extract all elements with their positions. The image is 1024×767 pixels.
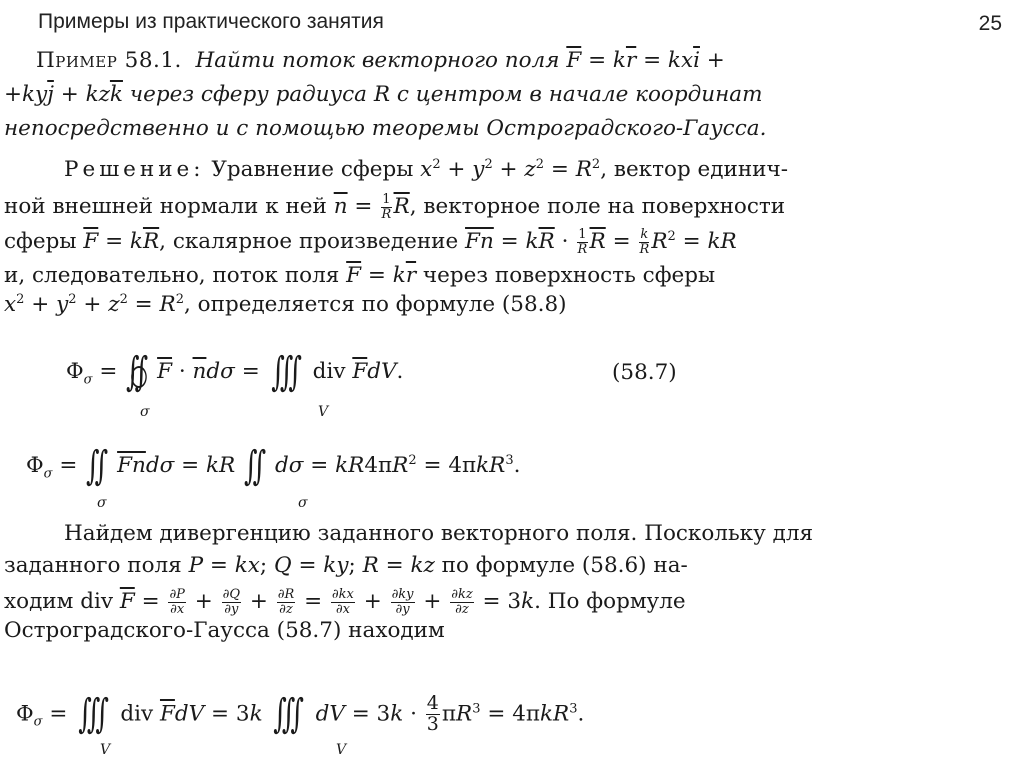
divergence-line-4: Остроградского-Гаусса (58.7) находим [4, 618, 445, 643]
problem-line-3: непосредственно и с помощью теоремы Остроградского-Гаусса. [4, 116, 767, 141]
divergence-line-3: ходим div $\overline{F}$ = $\frac{\partial P}{\partial x}$ + $\frac{\partial Q}{\partial y}$ + $\frac{\partial R}{\partial z}$ = $\frac{\partial kx}{\partial x}$ + $\frac{\partial ky}{\partial y}$ + $\frac{\partial kz}{\partial z}$ = 3k. По формуле [4, 587, 686, 617]
solution-line-5: $x^2 + y^2 + z^2 = R^2$, определяется по формуле (58.8) [4, 292, 567, 318]
formula-number: (58.7) [612, 360, 677, 385]
divergence-line-2: заданного поля P = kx; Q = ky; R = kz по формуле (58.6) на- [4, 553, 688, 578]
page-number: 25 [978, 12, 1002, 35]
formula-final: $\Phi_\sigma$ = ∭ div $\overline{F}dV = 3k$ ∭ dV = 3k · $\frac{4}{3}$ $\pi R^3 = 4\pi kR^3$. [16, 691, 585, 738]
solution-line-4: и, следовательно, поток поля $\overline{F} = k\overline{r}$ через поверхность сферы [4, 263, 716, 288]
solution-line-2: ной внешней нормали к ней $\overline{n}$ = $\frac{1}{R}$ $\overline{R}$, векторное поле на поверхности [4, 192, 786, 222]
problem-label: Пример 58.1. [36, 48, 182, 73]
formula-flux-direct: $\Phi_\sigma$ = ∬ $\overline{Fn}d\sigma$ = kR ∬ $d\sigma = kR4\pi R^2 = 4\pi kR^3$. [26, 443, 521, 489]
formula-gauss: $\Phi_\sigma$ = ∬ $\overline{F} \cdot \overline{n}d\sigma$ = ∭ div $\overline{F}dV$. [66, 349, 404, 395]
solution-label: Решение: [64, 157, 205, 183]
problem-line-1: Пример 58.1. Найти поток векторного поля $\overline{F} = k\overline{r} = kx\overline{i}$ + [36, 48, 725, 73]
problem-line-2: $+ky\overline{j} + kz\overline{k}$ через сферу радиуса R с центром в начале координат [4, 82, 763, 107]
solution-line-3: сферы $\overline{F} = k\overline{R}$, скалярное произведение $\overline{Fn} = k\overline{R}$ · $\frac{1}{R}$ $\overline{R}$ = $\frac{k}{R}$ $R^2$ = kR [4, 227, 737, 257]
divergence-line-1: Найдем дивергенцию заданного векторного поля. Поскольку для [64, 521, 814, 546]
slide-title: Примеры из практического занятия [38, 10, 384, 33]
solution-line-1: Решение: Уравнение сферы $x^2 + y^2 + z^2 = R^2$, вектор единич- [64, 157, 788, 183]
